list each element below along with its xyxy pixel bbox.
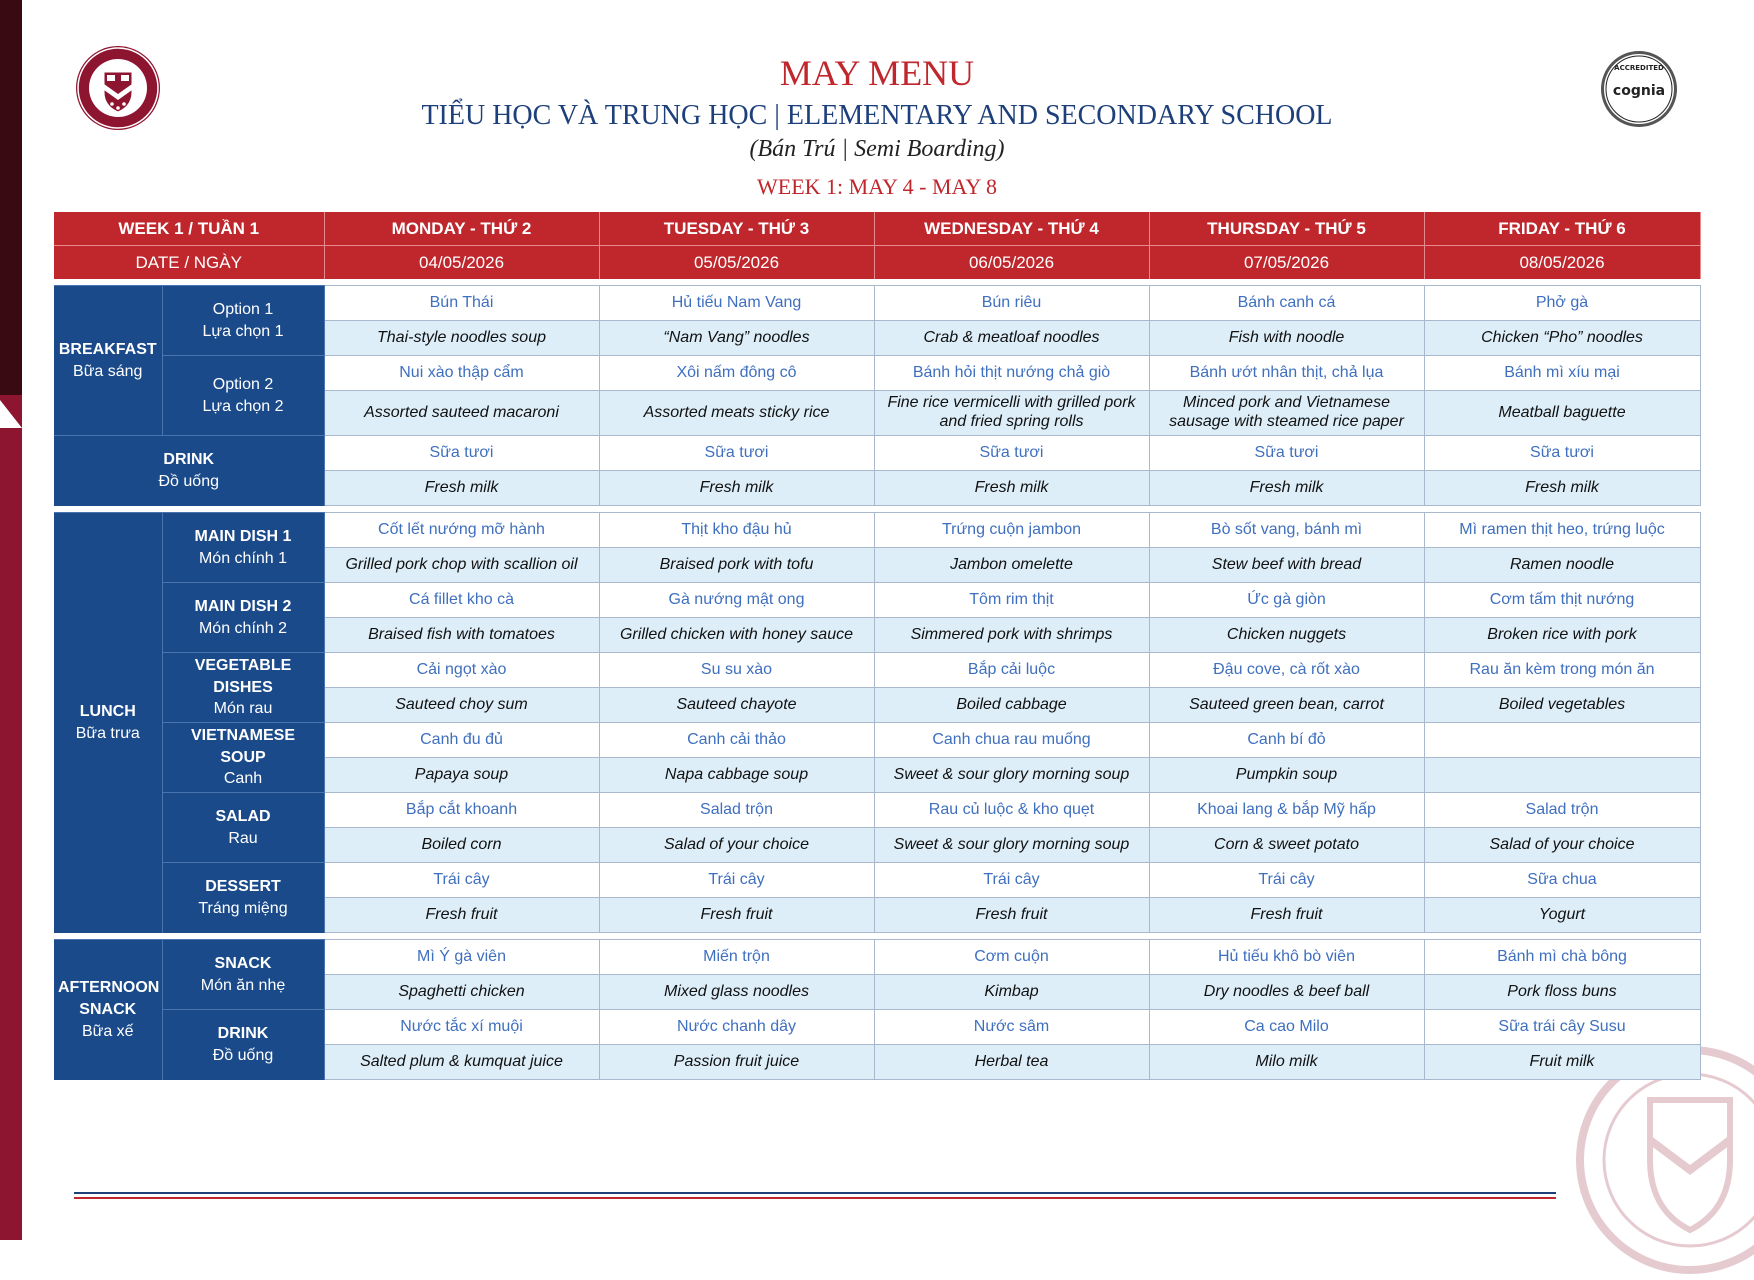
dish-vi: Bún riêu	[874, 286, 1149, 321]
dish-en: Milo milk	[1149, 1045, 1424, 1080]
dish-en: Fresh milk	[1149, 471, 1424, 506]
dish-en: Fresh fruit	[874, 898, 1149, 933]
dish-en: Spaghetti chicken	[324, 975, 599, 1010]
row-label-en: DESSERT	[205, 878, 281, 896]
svg-text:ACCREDITED: ACCREDITED	[1614, 64, 1664, 72]
day-header: TUESDAY - THỨ 3	[599, 212, 874, 246]
dish-vi: Mì ramen thịt heo, trứng luộc	[1424, 513, 1700, 548]
row-label-en: Option 2	[212, 375, 274, 393]
dish-vi: Trứng cuộn jambon	[874, 513, 1149, 548]
dish-vi: Cải ngọt xào	[324, 653, 599, 688]
dish-en: Boiled cabbage	[874, 688, 1149, 723]
dish-vi: Cơm tấm thịt nướng	[1424, 583, 1700, 618]
row-label-en: SALAD	[215, 807, 271, 825]
date-row	[54, 246, 1700, 280]
dish-en: Minced pork and Vietnamese sausage with steamed rice paper	[1149, 391, 1424, 436]
row-label-vi: Tráng miệng	[198, 899, 288, 917]
school-level-subtitle: TIỂU HỌC VÀ TRUNG HỌC | ELEMENTARY AND SECONDARY SCHOOL	[421, 100, 1333, 131]
row-label-option1	[162, 286, 324, 356]
dish-vi: Nước chanh dây	[599, 1010, 874, 1045]
day-header: THURSDAY - THỨ 5	[1149, 212, 1424, 246]
day-header: WEDNESDAY - THỨ 4	[874, 212, 1149, 246]
dish-vi: Nước tắc xí muội	[324, 1010, 599, 1045]
dish-vi: Salad trộn	[599, 793, 874, 828]
dish-en: Grilled chicken with honey sauce	[599, 618, 874, 653]
week-range: WEEK 1: MAY 4 - MAY 8	[757, 174, 997, 199]
row-label-vi: Món ăn nhẹ	[200, 976, 286, 994]
day-header: FRIDAY - THỨ 6	[1424, 212, 1700, 246]
dish-vi: Xôi nấm đông cô	[599, 356, 874, 391]
dish-en: Fresh fruit	[1149, 898, 1424, 933]
dish-en: “Nam Vang” noodles	[599, 321, 874, 356]
row-label-en: MAIN DISH 1	[194, 527, 292, 545]
dish-en: Fresh milk	[1424, 471, 1700, 506]
dish-en: Simmered pork with shrimps	[874, 618, 1149, 653]
dish-vi: Bắp cải luộc	[874, 653, 1149, 688]
dish-vi: Su su xào	[599, 653, 874, 688]
dish-en: Meatball baguette	[1424, 391, 1700, 436]
dish-en	[1424, 758, 1700, 793]
dish-en: Chicken “Pho” noodles	[1424, 321, 1700, 356]
dish-en: Herbal tea	[874, 1045, 1149, 1080]
dish-en: Sauteed green bean, carrot	[1149, 688, 1424, 723]
boarding-type: (Bán Trú | Semi Boarding)	[749, 136, 1005, 162]
dish-en: Jambon omelette	[874, 548, 1149, 583]
dish-vi: Trái cây	[1149, 863, 1424, 898]
dish-vi: Cốt lết nướng mỡ hành	[324, 513, 599, 548]
date-cell: 04/05/2026	[324, 246, 599, 280]
row-label-vi: Rau	[228, 829, 258, 847]
dish-vi: Ca cao Milo	[1149, 1010, 1424, 1045]
dish-en: Salted plum & kumquat juice	[324, 1045, 599, 1080]
dish-en: Sauteed chayote	[599, 688, 874, 723]
dish-vi: Tôm rim thịt	[874, 583, 1149, 618]
dish-en: Sauteed choy sum	[324, 688, 599, 723]
dish-vi: Canh bí đỏ	[1149, 723, 1424, 758]
week-label: WEEK 1 / TUẦN 1	[54, 212, 324, 246]
dish-en: Mixed glass noodles	[599, 975, 874, 1010]
dish-vi: Sữa tươi	[1149, 436, 1424, 471]
dish-vi: Bánh mì xíu mại	[1424, 356, 1700, 391]
section-breakfast	[54, 286, 162, 436]
row-label-option2	[162, 356, 324, 436]
afternoon-snack-vi-row	[54, 940, 1700, 975]
dish-en: Grilled pork chop with scallion oil	[324, 548, 599, 583]
date-cell: 05/05/2026	[599, 246, 874, 280]
row-label-main-dish-2	[162, 583, 324, 653]
dish-en: Fine rice vermicelli with grilled pork and fried spring rolls	[874, 391, 1149, 436]
dish-en: Crab & meatloaf noodles	[874, 321, 1149, 356]
day-header-row	[54, 212, 1700, 246]
row-label-vi: Món chính 1	[198, 549, 288, 567]
dish-vi: Rau ăn kèm trong món ăn	[1424, 653, 1700, 688]
dish-vi: Sữa tươi	[1424, 436, 1700, 471]
row-label-vietnamese-soup	[162, 723, 324, 793]
dish-vi: Bánh canh cá	[1149, 286, 1424, 321]
dish-en: Pumpkin soup	[1149, 758, 1424, 793]
dish-vi: Gà nướng mật ong	[599, 583, 874, 618]
lunch-salad-vi-row	[54, 793, 1700, 828]
dish-en: Passion fruit juice	[599, 1045, 874, 1080]
dish-en: Salad of your choice	[599, 828, 874, 863]
footer-rule-blue	[74, 1192, 1556, 1194]
dish-en: Thai-style noodles soup	[324, 321, 599, 356]
section-label-vi: Bữa xế	[81, 1022, 134, 1040]
dish-en: Sweet & sour glory morning soup	[874, 758, 1149, 793]
lunch-vegetable-vi-row	[54, 653, 1700, 688]
date-cell: 08/05/2026	[1424, 246, 1700, 280]
row-label-vi: Món chính 2	[198, 619, 288, 637]
dish-vi: Ức gà giòn	[1149, 583, 1424, 618]
row-label-en: VIETNAMESE SOUP	[190, 727, 295, 766]
svg-text:cognia: cognia	[1612, 83, 1666, 99]
dish-en: Yogurt	[1424, 898, 1700, 933]
dish-en: Fresh milk	[324, 471, 599, 506]
dish-vi: Hủ tiếu khô bò viên	[1149, 940, 1424, 975]
dish-vi: Bánh ướt nhân thịt, chả lụa	[1149, 356, 1424, 391]
dish-en: Sweet & sour glory morning soup	[874, 828, 1149, 863]
dish-vi: Bánh hỏi thịt nướng chả giò	[874, 356, 1149, 391]
dish-vi: Sữa tươi	[324, 436, 599, 471]
dish-vi: Bún Thái	[324, 286, 599, 321]
dish-vi: Cá fillet kho cà	[324, 583, 599, 618]
row-label-vi: Lựa chọn 2	[202, 397, 284, 415]
dish-en: Fruit milk	[1424, 1045, 1700, 1080]
dish-vi: Hủ tiếu Nam Vang	[599, 286, 874, 321]
row-label-en: SNACK	[214, 954, 272, 972]
section-label-en: BREAKFAST	[58, 340, 157, 358]
dish-en: Boiled vegetables	[1424, 688, 1700, 723]
dish-en: Broken rice with pork	[1424, 618, 1700, 653]
section-label-en: LUNCH	[79, 703, 136, 721]
row-label-vi: Lựa chọn 1	[202, 322, 284, 340]
dish-en: Boiled corn	[324, 828, 599, 863]
breakfast-option2-vi-row	[54, 356, 1700, 391]
dish-en: Fresh milk	[874, 471, 1149, 506]
dish-vi: Salad trộn	[1424, 793, 1700, 828]
date-cell: 07/05/2026	[1149, 246, 1424, 280]
dish-vi: Đậu cove, cà rốt xào	[1149, 653, 1424, 688]
day-header: MONDAY - THỨ 2	[324, 212, 599, 246]
dish-vi: Bắp cắt khoanh	[324, 793, 599, 828]
row-label-en: DRINK	[217, 1025, 269, 1043]
section-breakfast-drink	[54, 436, 324, 506]
section-afternoon-snack	[54, 940, 162, 1080]
dish-vi: Bánh mì chà bông	[1424, 940, 1700, 975]
breakfast-drink-vi-row	[54, 436, 1700, 471]
dish-en: Fresh fruit	[324, 898, 599, 933]
dish-vi: Canh cải thảo	[599, 723, 874, 758]
section-lunch	[54, 513, 162, 933]
dish-vi: Rau củ luộc & kho quẹt	[874, 793, 1149, 828]
dish-vi: Nước sâm	[874, 1010, 1149, 1045]
dish-vi	[1424, 723, 1700, 758]
dish-en: Braised fish with tomatoes	[324, 618, 599, 653]
dish-en: Corn & sweet potato	[1149, 828, 1424, 863]
dish-en: Pork floss buns	[1424, 975, 1700, 1010]
dish-vi: Sữa tươi	[874, 436, 1149, 471]
row-label-snack	[162, 940, 324, 1010]
row-label-vi: Món rau	[213, 700, 273, 718]
section-label-vi: Đồ uống	[158, 472, 219, 490]
footer-rule-red	[74, 1197, 1556, 1199]
date-cell: 06/05/2026	[874, 246, 1149, 280]
dish-vi: Canh chua rau muống	[874, 723, 1149, 758]
dish-vi: Thịt kho đậu hủ	[599, 513, 874, 548]
dish-vi: Trái cây	[874, 863, 1149, 898]
dish-en: Fish with noodle	[1149, 321, 1424, 356]
dish-en: Ramen noodle	[1424, 548, 1700, 583]
section-label-en: DRINK	[163, 451, 215, 469]
dish-en: Fresh fruit	[599, 898, 874, 933]
dish-vi: Mì Ý gà viên	[324, 940, 599, 975]
dish-vi: Sữa tươi	[599, 436, 874, 471]
row-label-vegetable-dishes	[162, 653, 324, 723]
dish-vi: Trái cây	[599, 863, 874, 898]
lunch-dessert-vi-row	[54, 863, 1700, 898]
row-label-dessert	[162, 863, 324, 933]
row-label-afternoon-drink	[162, 1010, 324, 1080]
dish-en: Napa cabbage soup	[599, 758, 874, 793]
dish-vi: Nui xào thập cẩm	[324, 356, 599, 391]
dish-en: Stew beef with bread	[1149, 548, 1424, 583]
menu-table	[54, 212, 1701, 1080]
left-band-notch	[0, 400, 22, 428]
row-label-vi: Đồ uống	[212, 1046, 274, 1064]
dish-vi: Khoai lang & bắp Mỹ hấp	[1149, 793, 1424, 828]
dish-en: Chicken nuggets	[1149, 618, 1424, 653]
breakfast-option1-vi-row	[54, 286, 1700, 321]
row-label-en: MAIN DISH 2	[194, 597, 292, 615]
lunch-main2-vi-row	[54, 583, 1700, 618]
section-label-en: AFTERNOON SNACK	[58, 979, 160, 1018]
dish-vi: Trái cây	[324, 863, 599, 898]
afternoon-drink-vi-row	[54, 1010, 1700, 1045]
row-label-en: Option 1	[212, 300, 274, 318]
dish-en: Assorted meats sticky rice	[599, 391, 874, 436]
dish-en: Braised pork with tofu	[599, 548, 874, 583]
row-label-salad	[162, 793, 324, 863]
row-label-main-dish-1	[162, 513, 324, 583]
section-label-vi: Bữa sáng	[73, 362, 143, 380]
dish-en: Dry noodles & beef ball	[1149, 975, 1424, 1010]
dish-vi: Miến trộn	[599, 940, 874, 975]
dish-vi: Cơm cuộn	[874, 940, 1149, 975]
menu-title: MAY MENU	[779, 53, 975, 93]
section-label-vi: Bữa trưa	[75, 724, 140, 742]
lunch-soup-vi-row	[54, 723, 1700, 758]
dish-vi: Sữa trái cây Susu	[1424, 1010, 1700, 1045]
dish-en: Salad of your choice	[1424, 828, 1700, 863]
lunch-main1-vi-row	[54, 513, 1700, 548]
dish-en: Papaya soup	[324, 758, 599, 793]
row-label-vi: Canh	[223, 770, 263, 788]
dish-en: Assorted sauteed macaroni	[324, 391, 599, 436]
dish-en: Kimbap	[874, 975, 1149, 1010]
dish-en: Fresh milk	[599, 471, 874, 506]
dish-vi: Bò sốt vang, bánh mì	[1149, 513, 1424, 548]
date-label: DATE / NGÀY	[54, 246, 324, 280]
dish-vi: Phở gà	[1424, 286, 1700, 321]
dish-vi: Canh đu đủ	[324, 723, 599, 758]
dish-vi: Sữa chua	[1424, 863, 1700, 898]
row-label-en: VEGETABLE DISHES	[194, 657, 292, 696]
